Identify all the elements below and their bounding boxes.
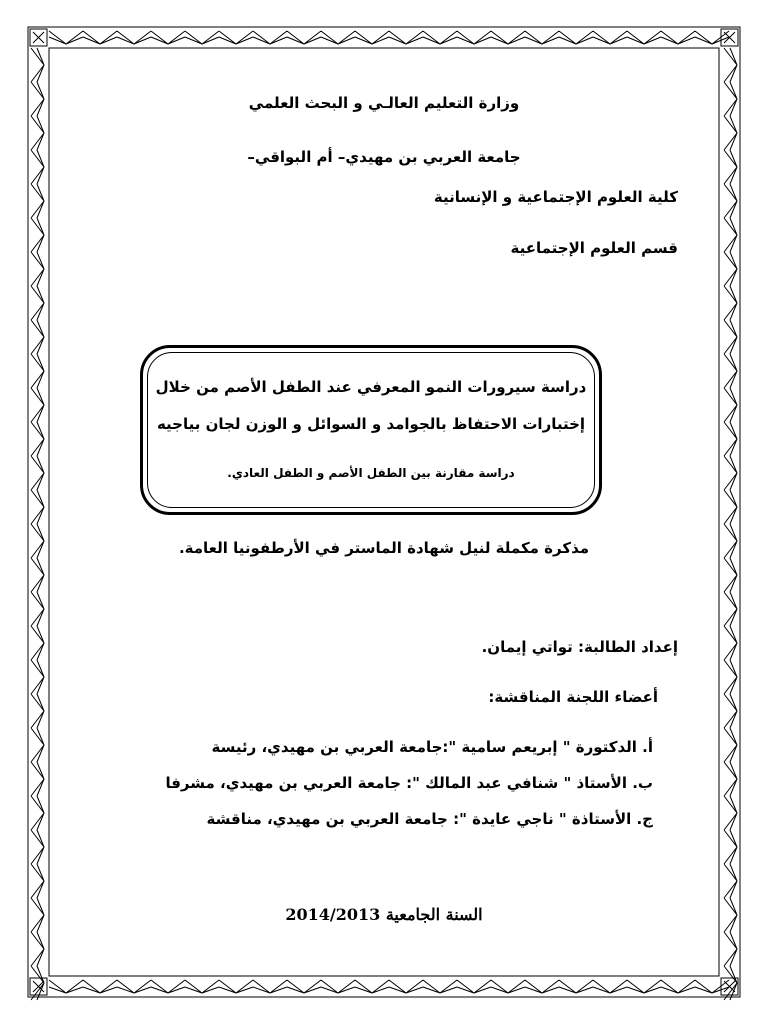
thesis-title-line-1: دراسة سيرورات النمو المعرفي عند الطفل الأصم من خلال: [155, 378, 587, 396]
student-name: إعداد الطالبة: تواتي إيمان.: [481, 638, 678, 656]
faculty-name: كلية العلوم الإجتماعية و الإنسانية: [433, 188, 678, 206]
border-chevron-pattern: [31, 31, 737, 1000]
thesis-subtitle: دراسة مقارنة بين الطفل الأصم و الطفل العادي.: [227, 466, 515, 480]
ministry-name: وزارة التعليم العالـي و البحث العلمي: [248, 94, 520, 112]
university-name: جامعة العربي بن مهيدي– أم البواقي–: [247, 148, 521, 166]
academic-year: السنة الجامعية 2014/2013: [285, 905, 483, 924]
committee-member-2: ب. الأستاذ " شنافي عبد المالك ": جامعة العربي بن مهيدي، مشرفا: [165, 774, 653, 792]
committee-heading: أعضاء اللجنة المناقشة:: [488, 688, 658, 706]
committee-member-3: ج. الأستاذة " ناجي عايدة ": جامعة العربي بن مهيدي، مناقشة: [206, 810, 653, 828]
department-name: قسم العلوم الإجتماعية: [510, 239, 678, 257]
degree-note: مذكرة مكملة لنيل شهادة الماستر في الأرطفونيا العامة.: [178, 539, 590, 557]
thesis-title-line-2: إختبارات الاحتفاظ بالجوامد و السوائل و الوزن لجان بياجيه: [156, 415, 586, 433]
committee-member-1: أ. الدكتورة " إبريعم سامية ":جامعة العربي بن مهيدي، رئيسة: [211, 738, 653, 756]
